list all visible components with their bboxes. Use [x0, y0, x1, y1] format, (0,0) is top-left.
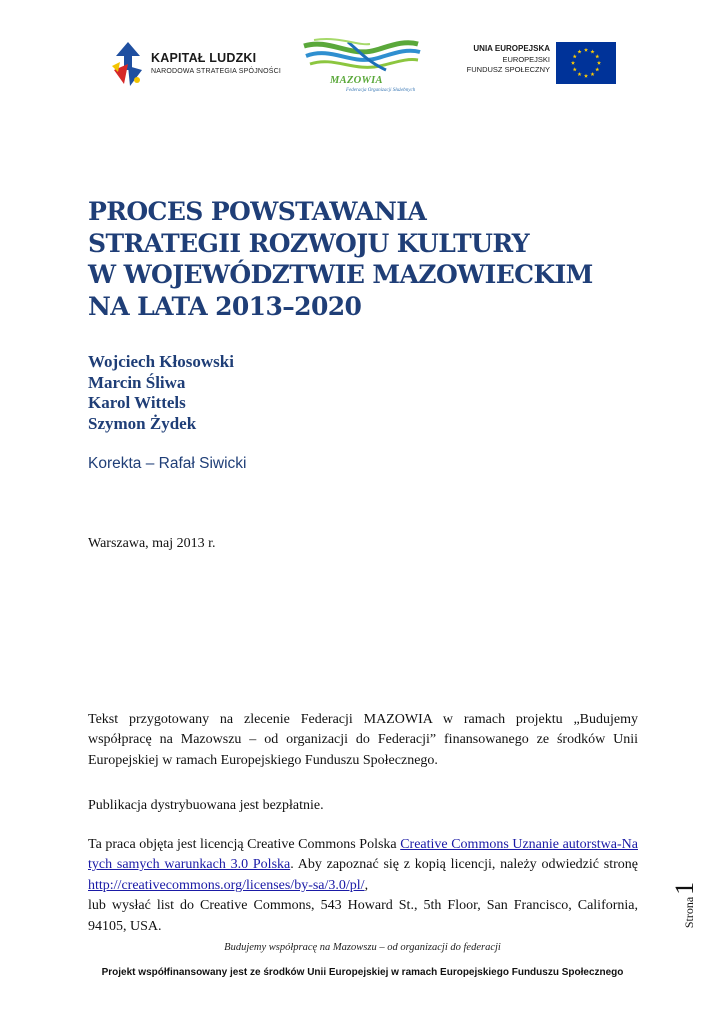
- page-number: [655, 875, 715, 935]
- eu-flag-icon: [556, 42, 616, 84]
- author-name: Marcin Śliwa: [88, 372, 186, 392]
- eu-logo-line2: EUROPEJSKI: [502, 54, 550, 64]
- title-line-3: W WOJEWÓDZTWIE MAZOWIECKIM: [88, 260, 593, 289]
- mazowia-logo: [300, 36, 425, 98]
- license-mail-address: lub wysłać list do Creative Commons, 543 Howard St., 5th Floor, San Francisco, California, 94105, USA.: [88, 898, 638, 934]
- kapital-ludzki-subtitle: NARODOWA STRATEGIA SPÓJNOŚCI: [151, 68, 282, 75]
- title-line-4: NA LATA 2013–2020: [88, 291, 362, 321]
- eu-logo-line3: FUNDUSZ SPOŁECZNY: [466, 65, 550, 74]
- license-paragraph: [88, 835, 638, 937]
- license-name-link[interactable]: Creative Commons Uznanie autorstwa-Na tych samych warunkach 3.0 Polska: [88, 837, 638, 873]
- mazowia-name: MAZOWIA: [330, 75, 383, 86]
- distribution-note: Publikacja dystrybuowana jest bezpłatnie.: [88, 798, 324, 813]
- eu-logo-line1: UNIA EUROPEJSKA: [473, 44, 550, 53]
- kapital-ludzki-emblem-icon: [110, 40, 146, 88]
- footer-project-title: Budujemy współpracę na Mazowszu – od organizacji do federacji: [224, 942, 501, 953]
- project-description: Tekst przygotowany na zlecenie Federacji MAZOWIA w ramach projektu „Budujemy współpracę na Mazowszu – od organizacji do Federacji” finansowanego ze środków Unii Europejskiej w ramach Europejskiego Funduszu Społecznego.: [88, 712, 638, 768]
- eu-logo-text: [467, 44, 550, 76]
- license-mid: . Aby zapoznać się z kopią licencji, należy odwiedzić stronę: [290, 857, 638, 873]
- license-prefix: Ta praca objęta jest licencją Creative Commons Polska: [88, 837, 401, 852]
- document-title: [88, 196, 593, 322]
- correction-credit: Korekta – Rafał Siwicki: [88, 455, 247, 472]
- author-name: Karol Wittels: [88, 393, 186, 412]
- license-suffix: ,: [364, 877, 369, 893]
- page-label: Strona: [682, 896, 696, 929]
- mazowia-subtitle: Federacja Organizacji Służebnych: [346, 88, 416, 93]
- page-number-value: 1: [670, 881, 699, 895]
- title-line-1: PROCES POWSTAWANIA: [88, 197, 427, 226]
- place-and-date: Warszawa, maj 2013 r.: [88, 536, 216, 551]
- kapital-ludzki-title: KAPITAŁ LUDZKI: [151, 51, 257, 65]
- author-name: Wojciech Kłosowski: [88, 352, 234, 371]
- author-name: Szymon Żydek: [88, 413, 197, 433]
- title-line-2: STRATEGII ROZWOJU KULTURY: [88, 228, 529, 258]
- eu-logo: [460, 42, 620, 86]
- license-url-link[interactable]: http://creativecommons.org/licenses/by-sa/3.0/pl/: [88, 877, 365, 893]
- footer-funding-note: Projekt współfinansowany jest ze środków Unii Europejskiej w ramach Europejskiego Funduszu Społecznego: [101, 967, 624, 978]
- authors-list: [88, 352, 234, 434]
- mazowia-emblem-icon: [300, 36, 425, 76]
- kapital-ludzki-logo: [110, 40, 282, 88]
